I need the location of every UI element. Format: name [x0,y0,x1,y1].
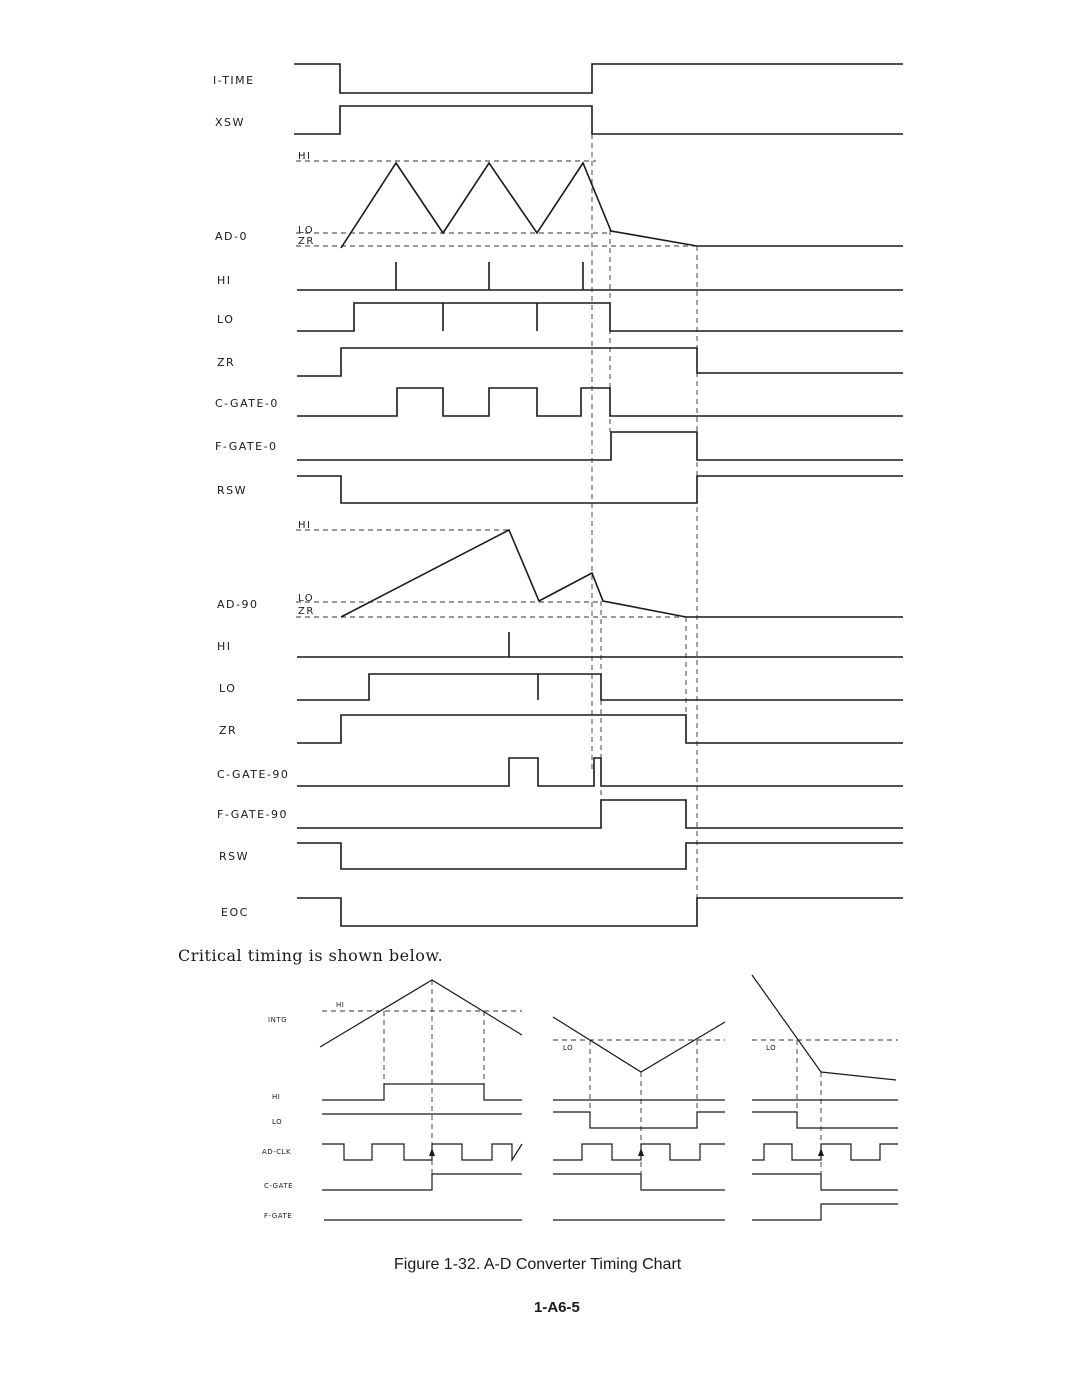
ad90-lo-level-label: LO [298,593,315,604]
intg-hi-level-label: HI [336,1001,345,1009]
ad90-zr-level-label: ZR [298,606,315,617]
label-ad-clk: AD-CLK [262,1148,292,1156]
label-critical-c-gate: C-GATE [264,1182,294,1190]
ad-90-waveform [341,530,903,617]
signal-labels [213,74,315,919]
c-gate-0-waveform [297,388,903,416]
label-critical-f-gate: F-GATE [264,1212,293,1220]
f-gate-90-waveform [297,800,903,828]
label-rsw-0: RSW [217,484,248,497]
ad90-hi-level-label: HI [298,520,312,531]
label-zr-0: ZR [217,356,236,369]
label-critical-hi: HI [272,1093,281,1101]
label-f-gate-90: F-GATE-90 [217,808,289,821]
ad0-hi-level-label: HI [298,151,312,162]
lo-90-waveform [297,674,903,700]
label-c-gate-90: C-GATE-90 [217,768,290,781]
critical-c-gate-waveform-3 [752,1174,898,1190]
critical-lo-waveform-2 [553,1112,725,1128]
ad-clk-waveform-1 [322,1144,522,1160]
intg-waveform-2 [553,1017,725,1072]
c-gate-90-waveform [297,758,903,786]
i-time-waveform [294,64,903,93]
rsw-90-waveform [297,843,903,869]
intg-waveform-1 [320,980,522,1047]
ad0-zr-level-label: ZR [298,236,315,247]
intg-lo-level-label-1: LO [563,1044,574,1052]
rsw-0-waveform [297,476,903,503]
figure-caption: Figure 1-32. A-D Converter Timing Chart [394,1256,682,1273]
label-lo-90: LO [219,682,237,695]
label-ad-90: AD-90 [217,598,259,611]
critical-f-gate-waveform-3 [752,1204,898,1220]
label-hi-90: HI [217,640,232,653]
ad0-lo-level-label: LO [298,225,315,236]
critical-timing-waveforms [320,975,898,1220]
clock-edge-arrow-icon [638,1148,644,1156]
label-c-gate-0: C-GATE-0 [215,397,279,410]
label-ad-0: AD-0 [215,230,248,243]
label-eoc: EOC [221,906,249,919]
critical-timing-references [322,980,898,1176]
f-gate-0-waveform [297,432,903,460]
page-number: 1-A6-5 [534,1299,580,1316]
label-lo-0: LO [217,313,235,326]
ad-clk-waveform-3 [752,1144,898,1160]
critical-c-gate-waveform-1 [322,1174,522,1190]
label-intg: INTG [268,1016,288,1024]
intg-lo-level-label-2: LO [766,1044,777,1052]
zr-0-waveform [297,348,903,376]
critical-timing-note: Critical timing is shown below. [178,946,444,965]
label-i-time: I-TIME [213,74,255,87]
zr-90-waveform [297,715,903,743]
clock-edge-arrow-icon [818,1148,824,1156]
label-critical-lo: LO [272,1118,283,1126]
waveforms [294,64,903,926]
reference-lines [296,134,697,898]
intg-waveform-3 [752,975,896,1080]
clock-edge-arrow-icon [429,1148,435,1156]
xsw-waveform [294,106,903,134]
label-zr-90: ZR [219,724,238,737]
ad-0-waveform [341,163,903,248]
label-rsw-90: RSW [219,850,250,863]
label-f-gate-0: F-GATE-0 [215,440,278,453]
eoc-waveform [297,898,903,926]
critical-hi-waveform-1 [322,1084,522,1100]
label-xsw: XSW [215,116,245,129]
label-hi-0: HI [217,274,232,287]
critical-c-gate-waveform-2 [553,1174,725,1190]
critical-lo-waveform-3 [752,1112,898,1128]
ad-clk-waveform-2 [553,1144,725,1160]
lo-0-waveform [297,303,903,331]
